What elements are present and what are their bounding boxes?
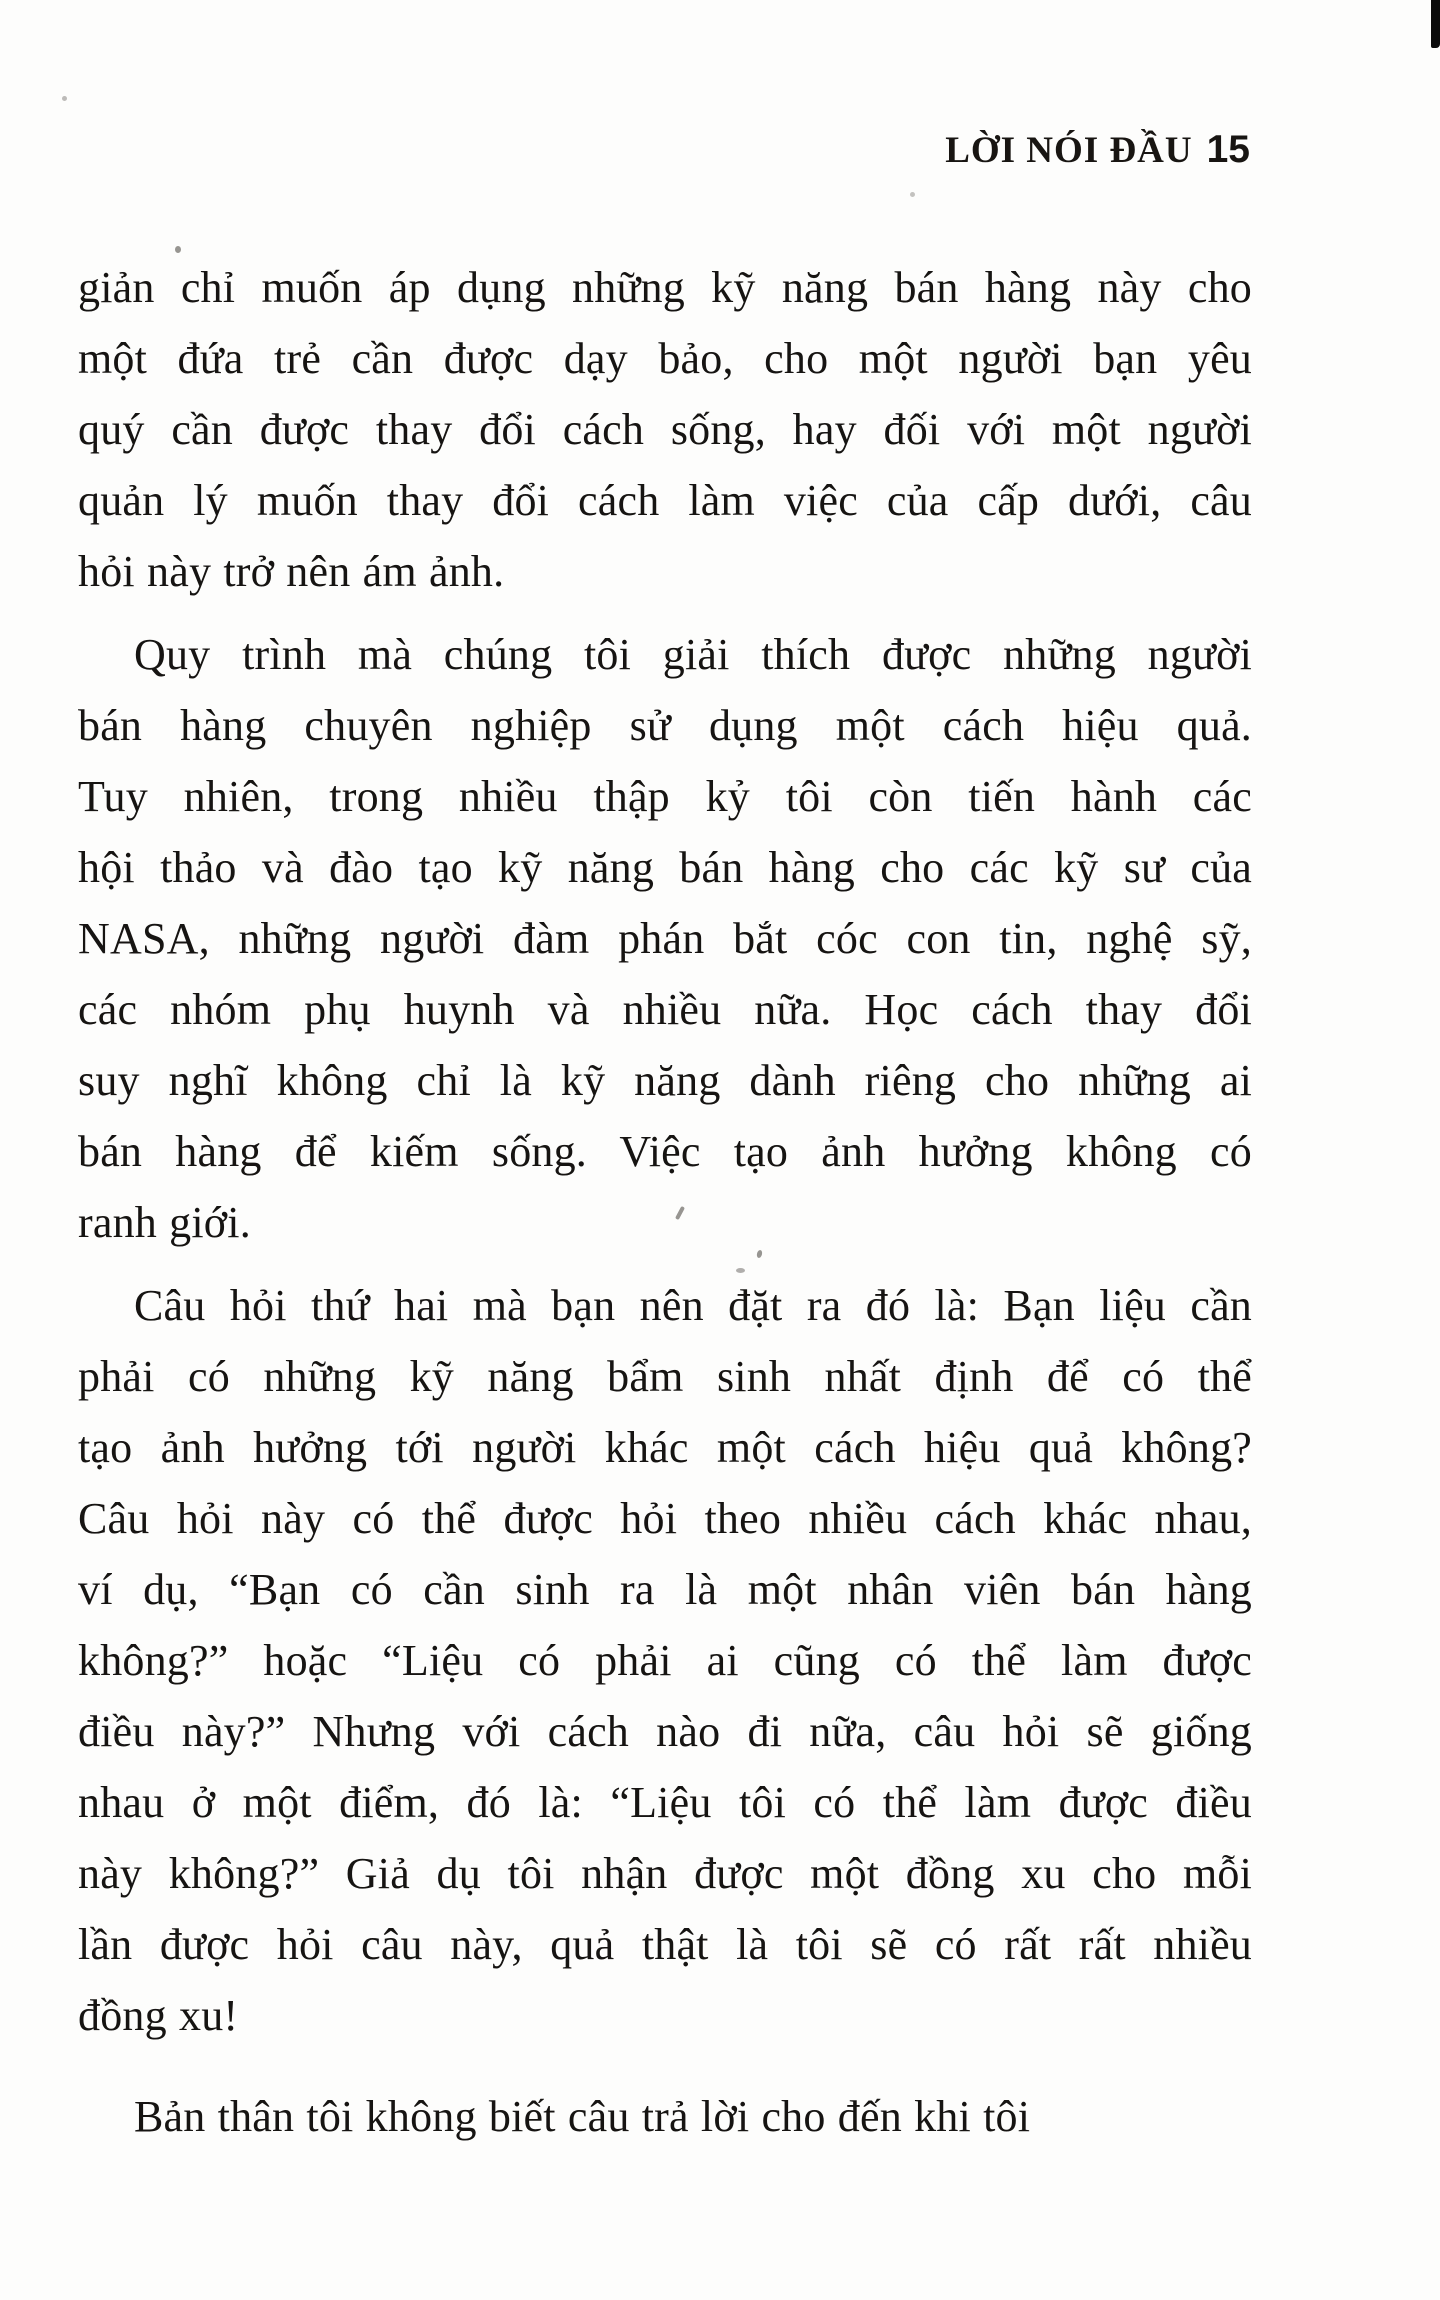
page-header [945,128,1250,172]
text-line: này không?” Giả dụ tôi nhận được một đồng xu cho mỗi [78,1849,1252,1898]
scan-speck [910,192,915,197]
text-line: đồng xu! [78,1991,239,2040]
text-line: Câu hỏi thứ hai mà bạn nên đặt ra đó là: Bạn liệu cần [134,1281,1252,1330]
scan-speck [62,96,67,101]
text-line: bán hàng chuyên nghiệp sử dụng một cách hiệu quả. [78,701,1252,750]
paragraph [78,2081,1252,2152]
text-line: không?” hoặc “Liệu có phải ai cũng có thể làm được [78,1636,1252,1685]
page-body [78,252,1252,2152]
text-line: quý cần được thay đổi cách sống, hay đối với một người [78,405,1252,454]
text-line: Bản thân tôi không biết câu trả lời cho đến khi tôi [134,2092,1031,2141]
text-line: ví dụ, “Bạn có cần sinh ra là một nhân viên bán hàng [78,1565,1252,1614]
text-line: giản chỉ muốn áp dụng những kỹ năng bán hàng này cho [78,263,1252,312]
paragraph [78,252,1252,607]
text-line: Tuy nhiên, trong nhiều thập kỷ tôi còn tiến hành các [78,772,1252,821]
text-line: điều này?” Nhưng với cách nào đi nữa, câu hỏi sẽ giống [78,1707,1252,1756]
text-line: hội thảo và đào tạo kỹ năng bán hàng cho các kỹ sư của [78,843,1252,892]
text-line: lần được hỏi câu này, quả thật là tôi sẽ có rất rất nhiều [78,1920,1252,1969]
text-line: Câu hỏi này có thể được hỏi theo nhiều cách khác nhau, [78,1494,1252,1543]
text-line: phải có những kỹ năng bẩm sinh nhất định để có thể [78,1352,1252,1401]
text-line: Quy trình mà chúng tôi giải thích được những người [134,630,1252,679]
text-line: tạo ảnh hưởng tới người khác một cách hiệu quả không? [78,1423,1252,1472]
scan-corner-artifact [1431,0,1440,48]
text-line: quản lý muốn thay đổi cách làm việc của cấp dưới, câu [78,476,1252,525]
paragraph [78,1270,1252,2051]
text-line: suy nghĩ không chỉ là kỹ năng dành riêng cho những ai [78,1056,1252,1105]
page-number: 15 [1206,128,1250,171]
paragraph [78,619,1252,1258]
text-line: ranh giới. [78,1198,251,1247]
text-line: các nhóm phụ huynh và nhiều nữa. Học cách thay đổi [78,985,1252,1034]
text-line: hỏi này trở nên ám ảnh. [78,547,505,596]
text-line: một đứa trẻ cần được dạy bảo, cho một người bạn yêu [78,334,1252,383]
running-head-title: LỜI NÓI ĐẦU [945,130,1193,171]
text-line: bán hàng để kiếm sống. Việc tạo ảnh hưởng không có [78,1127,1252,1176]
text-line: NASA, những người đàm phán bắt cóc con tin, nghệ sỹ, [78,914,1252,963]
text-line: nhau ở một điểm, đó là: “Liệu tôi có thể làm được điều [78,1778,1252,1827]
